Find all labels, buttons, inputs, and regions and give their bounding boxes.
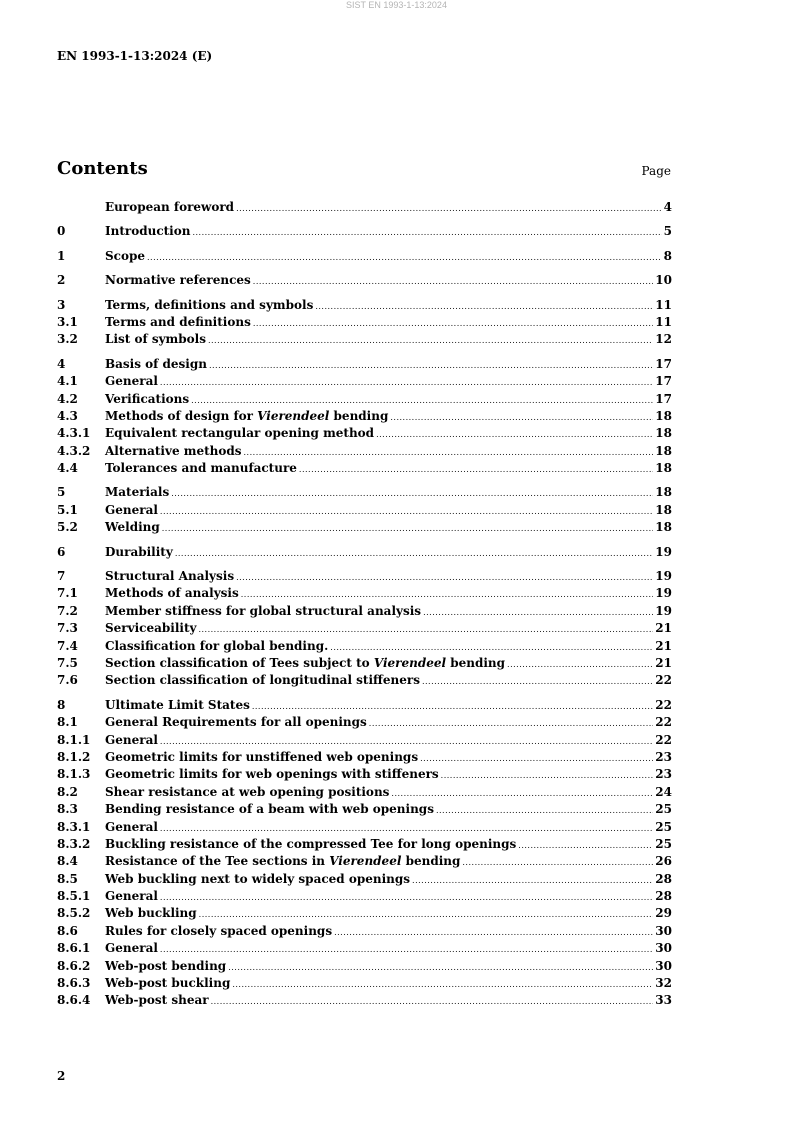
toc-entry[interactable] bbox=[57, 426, 672, 443]
toc-page-number: 17 bbox=[655, 356, 672, 371]
toc-title-text: General bbox=[105, 941, 158, 956]
toc-leader-dots bbox=[462, 858, 653, 867]
toc-page-number: 25 bbox=[655, 836, 672, 851]
toc-leader-dots bbox=[441, 771, 654, 780]
toc-entry[interactable] bbox=[57, 224, 672, 241]
toc-title-text: Welding bbox=[105, 520, 160, 535]
toc-section-title bbox=[105, 621, 196, 635]
toc-leader-dots bbox=[423, 608, 653, 617]
toc-title-text: Web-post bending bbox=[105, 958, 227, 973]
toc-section-number: 8.5 bbox=[57, 871, 78, 886]
toc-page-number: 23 bbox=[655, 749, 672, 764]
toc-leader-dots bbox=[391, 789, 653, 798]
toc-page-number: 18 bbox=[655, 443, 672, 458]
toc-section-title bbox=[105, 545, 173, 559]
toc-title-text: General bbox=[105, 502, 158, 517]
toc-title-text: Introduction bbox=[105, 224, 191, 239]
table-of-contents bbox=[57, 200, 672, 1011]
toc-page-number: 33 bbox=[655, 993, 672, 1008]
toc-section-title bbox=[105, 941, 158, 955]
toc-page-number: 26 bbox=[655, 854, 672, 869]
toc-page-number: 18 bbox=[655, 461, 672, 476]
toc-title-text: Equivalent rectangular opening method bbox=[105, 426, 375, 441]
toc-entry[interactable] bbox=[57, 503, 672, 520]
toc-section-number: 3.2 bbox=[57, 332, 78, 347]
toc-leader-dots bbox=[369, 719, 654, 728]
toc-section-number: 4.4 bbox=[57, 461, 78, 476]
toc-leader-dots bbox=[160, 893, 653, 902]
toc-section-number: 8.3.1 bbox=[57, 819, 91, 834]
toc-title-text: Geometric limits for unstiffened web openings bbox=[105, 749, 419, 764]
toc-section-number: 4.3.1 bbox=[57, 426, 91, 441]
toc-entry[interactable] bbox=[57, 993, 672, 1010]
toc-entry[interactable] bbox=[57, 639, 672, 656]
contents-heading: Contents bbox=[57, 158, 148, 179]
toc-leader-dots bbox=[253, 319, 653, 328]
toc-section-number: 0 bbox=[57, 224, 66, 239]
toc-page-number: 17 bbox=[655, 391, 672, 406]
toc-entry[interactable] bbox=[57, 820, 672, 837]
toc-entry[interactable] bbox=[57, 733, 672, 750]
toc-entry[interactable] bbox=[57, 785, 672, 802]
toc-page-number: 4 bbox=[663, 200, 672, 214]
toc-leader-dots bbox=[199, 910, 654, 919]
toc-page-number: 18 bbox=[655, 426, 672, 441]
toc-page-number: 30 bbox=[655, 958, 672, 973]
toc-title-text: General bbox=[105, 732, 158, 747]
toc-entry[interactable] bbox=[57, 656, 672, 673]
toc-page-number: 19 bbox=[655, 586, 672, 601]
toc-section-title bbox=[105, 993, 209, 1007]
toc-section-title bbox=[105, 750, 418, 764]
toc-title-text: Web buckling next to widely spaced openings bbox=[105, 871, 411, 886]
toc-entry[interactable] bbox=[57, 315, 672, 332]
toc-section-number: 4 bbox=[57, 356, 66, 371]
toc-title-text: General bbox=[105, 819, 158, 834]
toc-leader-dots bbox=[175, 549, 653, 558]
toc-section-number: 5.1 bbox=[57, 502, 78, 517]
toc-entry[interactable] bbox=[57, 837, 672, 854]
toc-section-number: 8.3.2 bbox=[57, 836, 91, 851]
toc-leader-dots bbox=[160, 945, 653, 954]
toc-section-number: 2 bbox=[57, 273, 66, 288]
toc-title-text: Durability bbox=[105, 544, 173, 559]
toc-page-number: 19 bbox=[655, 544, 672, 559]
toc-page-number: 18 bbox=[655, 520, 672, 535]
toc-page-number: 21 bbox=[655, 638, 672, 653]
toc-title-emphasis: Vierendeel bbox=[329, 854, 402, 869]
toc-entry[interactable] bbox=[57, 872, 672, 889]
toc-section-number: 8.5.2 bbox=[57, 906, 91, 921]
toc-leader-dots bbox=[241, 590, 654, 599]
toc-leader-dots bbox=[208, 336, 653, 345]
toc-title-text: Web-post shear bbox=[105, 993, 209, 1008]
toc-leader-dots bbox=[192, 228, 661, 237]
toc-leader-dots bbox=[244, 448, 654, 457]
toc-page-number: 28 bbox=[655, 889, 672, 904]
toc-title-text: Classification for global bending. bbox=[105, 638, 329, 653]
toc-section-title bbox=[105, 733, 158, 747]
toc-title-text: Structural Analysis bbox=[105, 569, 235, 584]
toc-section-title bbox=[105, 200, 234, 214]
toc-entry[interactable] bbox=[57, 569, 672, 586]
toc-page-number: 5 bbox=[663, 224, 672, 239]
toc-entry[interactable] bbox=[57, 357, 672, 374]
toc-title-text: Web buckling bbox=[105, 906, 197, 921]
toc-leader-dots bbox=[209, 361, 653, 370]
toc-section-number: 8.1.3 bbox=[57, 767, 91, 782]
toc-page-number: 18 bbox=[655, 502, 672, 517]
toc-title-text: Materials bbox=[105, 485, 170, 500]
toc-entry[interactable] bbox=[57, 889, 672, 906]
toc-title-text-suffix: bending bbox=[446, 655, 506, 670]
toc-title-text: Serviceability bbox=[105, 621, 197, 636]
toc-page-number: 30 bbox=[655, 941, 672, 956]
toc-section-title bbox=[105, 889, 158, 903]
toc-section-number: 7.6 bbox=[57, 673, 78, 688]
toc-section-title bbox=[105, 698, 250, 712]
toc-leader-dots bbox=[160, 824, 653, 833]
toc-section-title bbox=[105, 924, 332, 938]
toc-title-emphasis: Vierendeel bbox=[373, 655, 447, 670]
toc-leader-dots bbox=[160, 507, 653, 516]
toc-entry[interactable] bbox=[57, 802, 672, 819]
toc-title-text: General bbox=[105, 889, 158, 904]
toc-section-title bbox=[105, 959, 226, 973]
toc-section-title bbox=[105, 639, 328, 653]
toc-section-title bbox=[105, 604, 421, 618]
toc-section-title bbox=[105, 249, 145, 263]
toc-section-title bbox=[105, 656, 505, 670]
toc-entry[interactable] bbox=[57, 604, 672, 621]
toc-title-text: Ultimate Limit States bbox=[105, 697, 250, 712]
toc-section-title bbox=[105, 673, 420, 687]
toc-entry[interactable] bbox=[57, 906, 672, 923]
toc-section-title bbox=[105, 586, 239, 600]
toc-leader-dots bbox=[147, 253, 662, 262]
toc-section-title bbox=[105, 409, 388, 423]
toc-page-number: 30 bbox=[655, 923, 672, 938]
toc-title-text: Geometric limits for web openings with stiffeners bbox=[105, 767, 439, 782]
toc-title-text: Web-post buckling bbox=[105, 976, 231, 991]
toc-entry[interactable] bbox=[57, 485, 672, 502]
toc-entry[interactable] bbox=[57, 545, 672, 562]
toc-section-number: 8.4 bbox=[57, 854, 78, 869]
toc-title-text: Section classification of Tees subject to bbox=[105, 655, 374, 670]
toc-entry[interactable] bbox=[57, 941, 672, 958]
toc-entry[interactable] bbox=[57, 959, 672, 976]
toc-section-number: 4.2 bbox=[57, 391, 78, 406]
toc-entry[interactable] bbox=[57, 273, 672, 290]
toc-leader-dots bbox=[253, 277, 654, 286]
toc-section-title bbox=[105, 976, 230, 990]
toc-leader-dots bbox=[420, 754, 653, 763]
toc-title-emphasis: Vierendeel bbox=[257, 408, 330, 423]
toc-leader-dots bbox=[198, 625, 653, 634]
toc-section-number: 5 bbox=[57, 485, 66, 500]
toc-title-text: Buckling resistance of the compressed Tee for long openings bbox=[105, 836, 517, 851]
toc-title-text: Methods of design for bbox=[105, 408, 258, 423]
toc-section-title bbox=[105, 802, 434, 816]
toc-title-text: Basis of design bbox=[105, 356, 207, 371]
toc-section-number: 8.2 bbox=[57, 784, 78, 799]
toc-page-number: 12 bbox=[655, 332, 672, 347]
toc-page-number: 22 bbox=[655, 715, 672, 730]
toc-entry[interactable] bbox=[57, 249, 672, 266]
toc-page-number: 22 bbox=[655, 673, 672, 688]
toc-title-text: Bending resistance of a beam with web openings bbox=[105, 802, 434, 817]
toc-section-title bbox=[105, 426, 374, 440]
toc-title-text: Rules for closely spaced openings bbox=[105, 923, 333, 938]
toc-leader-dots bbox=[160, 737, 653, 746]
toc-leader-dots bbox=[422, 677, 653, 686]
toc-title-text: Methods of analysis bbox=[105, 586, 239, 601]
toc-section-title bbox=[105, 315, 251, 329]
toc-title-text: Tolerances and manufacture bbox=[105, 461, 297, 476]
toc-section-title bbox=[105, 332, 206, 346]
toc-section-title bbox=[105, 820, 158, 834]
toc-page-number: 22 bbox=[655, 732, 672, 747]
toc-page-number: 8 bbox=[663, 248, 672, 263]
toc-title-text: European foreword bbox=[105, 200, 235, 214]
toc-page-number: 25 bbox=[655, 819, 672, 834]
toc-leader-dots bbox=[436, 806, 653, 815]
toc-leader-dots bbox=[171, 489, 653, 498]
toc-entry[interactable] bbox=[57, 767, 672, 784]
toc-section-number: 4.3 bbox=[57, 408, 78, 423]
toc-section-title bbox=[105, 715, 367, 729]
toc-section-title bbox=[105, 767, 439, 781]
toc-title-text: Terms and definitions bbox=[105, 314, 251, 329]
toc-leader-dots bbox=[236, 204, 662, 213]
toc-section-title bbox=[105, 273, 251, 287]
toc-entry[interactable] bbox=[57, 586, 672, 603]
toc-section-title bbox=[105, 854, 460, 868]
toc-section-title bbox=[105, 520, 160, 534]
toc-section-number: 8.6 bbox=[57, 923, 78, 938]
toc-section-number: 7.4 bbox=[57, 638, 78, 653]
toc-page-number: 28 bbox=[655, 871, 672, 886]
toc-page-number: 18 bbox=[655, 485, 672, 500]
toc-section-number: 7.3 bbox=[57, 621, 78, 636]
toc-section-title bbox=[105, 461, 297, 475]
toc-section-number: 8.1.1 bbox=[57, 732, 91, 747]
document-id: EN 1993-1-13:2024 (E) bbox=[57, 49, 213, 63]
toc-page-number: 29 bbox=[655, 906, 672, 921]
toc-section-number: 8.3 bbox=[57, 802, 78, 817]
toc-title-text: General bbox=[105, 374, 158, 389]
toc-section-number: 7.1 bbox=[57, 586, 78, 601]
toc-leader-dots bbox=[232, 980, 653, 989]
toc-leader-dots bbox=[162, 524, 654, 533]
toc-section-number: 6 bbox=[57, 544, 66, 559]
toc-section-title bbox=[105, 485, 169, 499]
toc-section-title bbox=[105, 357, 207, 371]
toc-entry[interactable] bbox=[57, 298, 672, 315]
toc-title-text: Verifications bbox=[105, 391, 190, 406]
toc-section-number: 3 bbox=[57, 297, 66, 312]
toc-entry[interactable] bbox=[57, 715, 672, 732]
toc-page-number: 23 bbox=[655, 767, 672, 782]
toc-page-number: 19 bbox=[655, 603, 672, 618]
toc-section-number: 8.6.3 bbox=[57, 976, 91, 991]
toc-leader-dots bbox=[376, 430, 653, 439]
toc-entry[interactable] bbox=[57, 621, 672, 638]
toc-section-number: 4.3.2 bbox=[57, 443, 91, 458]
toc-leader-dots bbox=[412, 876, 653, 885]
toc-entry[interactable] bbox=[57, 698, 672, 715]
toc-title-text: Resistance of the Tee sections in bbox=[105, 854, 330, 869]
toc-page-number: 11 bbox=[655, 297, 672, 312]
toc-title-text-suffix: bending bbox=[329, 408, 389, 423]
toc-leader-dots bbox=[228, 963, 653, 972]
toc-section-number: 4.1 bbox=[57, 374, 78, 389]
toc-entry[interactable] bbox=[57, 461, 672, 478]
toc-leader-dots bbox=[299, 465, 653, 474]
toc-title-text: Section classification of longitudinal stiffeners bbox=[105, 673, 420, 688]
toc-leader-dots bbox=[518, 841, 653, 850]
toc-entry[interactable] bbox=[57, 374, 672, 391]
toc-title-text: Scope bbox=[105, 248, 146, 263]
toc-entry[interactable] bbox=[57, 673, 672, 690]
watermark: SIST EN 1993-1-13:2024 bbox=[346, 0, 447, 10]
toc-entry[interactable] bbox=[57, 200, 672, 217]
toc-page-number: 22 bbox=[655, 697, 672, 712]
toc-title-text: Shear resistance at web opening positions bbox=[105, 784, 390, 799]
toc-leader-dots bbox=[390, 413, 653, 422]
toc-title-text: Alternative methods bbox=[105, 443, 242, 458]
toc-title-text: General Requirements for all openings bbox=[105, 715, 367, 730]
toc-section-title bbox=[105, 374, 158, 388]
toc-leader-dots bbox=[507, 660, 653, 669]
toc-section-number: 5.2 bbox=[57, 520, 78, 535]
toc-leader-dots bbox=[315, 302, 653, 311]
toc-title-text: Normative references bbox=[105, 273, 251, 288]
toc-leader-dots bbox=[330, 643, 653, 652]
toc-page-number: 10 bbox=[655, 273, 672, 288]
toc-section-number: 7 bbox=[57, 569, 66, 584]
toc-section-title bbox=[105, 837, 516, 851]
toc-entry[interactable] bbox=[57, 444, 672, 461]
toc-title-text-suffix: bending bbox=[401, 854, 461, 869]
toc-entry[interactable] bbox=[57, 520, 672, 537]
toc-section-title bbox=[105, 224, 190, 238]
toc-entry[interactable] bbox=[57, 409, 672, 426]
toc-section-number: 8.5.1 bbox=[57, 889, 91, 904]
toc-leader-dots bbox=[236, 573, 653, 582]
toc-section-number: 3.1 bbox=[57, 314, 78, 329]
toc-section-title bbox=[105, 872, 410, 886]
toc-page-number: 11 bbox=[655, 314, 672, 329]
toc-page-number: 21 bbox=[655, 655, 672, 670]
toc-section-number: 1 bbox=[57, 248, 66, 263]
toc-leader-dots bbox=[211, 997, 654, 1006]
toc-section-title bbox=[105, 503, 158, 517]
toc-section-title bbox=[105, 298, 313, 312]
toc-section-title bbox=[105, 785, 389, 799]
toc-entry[interactable] bbox=[57, 854, 672, 871]
toc-entry[interactable] bbox=[57, 976, 672, 993]
toc-leader-dots bbox=[334, 928, 653, 937]
toc-entry[interactable] bbox=[57, 332, 672, 349]
toc-leader-dots bbox=[191, 396, 653, 405]
toc-section-number: 8.6.2 bbox=[57, 958, 91, 973]
page-column-label: Page bbox=[641, 164, 671, 178]
toc-section-title bbox=[105, 906, 197, 920]
toc-section-number: 7.2 bbox=[57, 603, 78, 618]
page-number: 2 bbox=[57, 1069, 66, 1083]
toc-page-number: 18 bbox=[655, 408, 672, 423]
toc-section-number: 7.5 bbox=[57, 655, 78, 670]
toc-page-number: 19 bbox=[655, 569, 672, 584]
toc-section-number: 8.6.1 bbox=[57, 941, 91, 956]
toc-section-number: 8.1 bbox=[57, 715, 78, 730]
toc-page-number: 17 bbox=[655, 374, 672, 389]
toc-entry[interactable] bbox=[57, 924, 672, 941]
toc-page-number: 32 bbox=[655, 976, 672, 991]
toc-title-text: Terms, definitions and symbols bbox=[105, 297, 314, 312]
toc-section-number: 8 bbox=[57, 697, 66, 712]
toc-section-title bbox=[105, 392, 189, 406]
toc-leader-dots bbox=[160, 378, 653, 387]
toc-page-number: 25 bbox=[655, 802, 672, 817]
toc-page-number: 24 bbox=[655, 784, 672, 799]
toc-section-number: 8.1.2 bbox=[57, 749, 91, 764]
toc-leader-dots bbox=[252, 702, 653, 711]
toc-title-text: List of symbols bbox=[105, 332, 206, 347]
toc-entry[interactable] bbox=[57, 392, 672, 409]
toc-title-text: Member stiffness for global structural analysis bbox=[105, 603, 422, 618]
toc-section-number: 8.6.4 bbox=[57, 993, 91, 1008]
toc-page-number: 21 bbox=[655, 621, 672, 636]
toc-section-title bbox=[105, 569, 234, 583]
toc-section-title bbox=[105, 444, 242, 458]
toc-entry[interactable] bbox=[57, 750, 672, 767]
